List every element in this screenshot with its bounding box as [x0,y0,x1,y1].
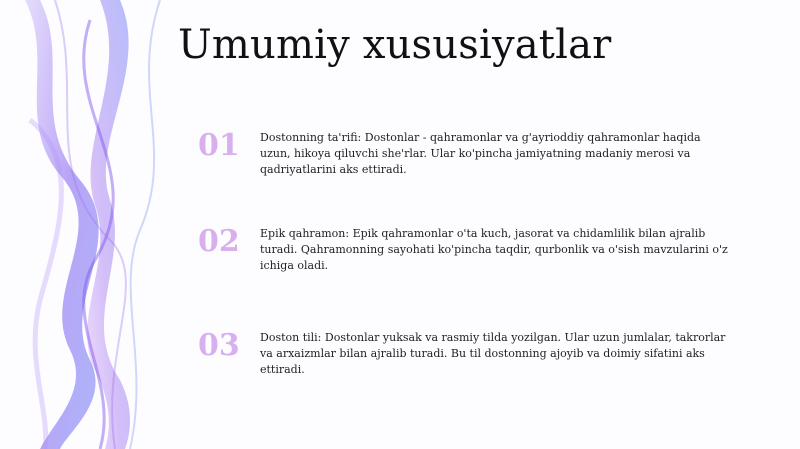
item-text: Dostonning ta'rifi: Dostonlar - qahramonlar va g'ayrioddiy qahramonlar haqida uzun, hikoya qiluvchi she'rlar. Ular ko'pincha jamiyatning madaniy merosi va qadriyatlarini aks ettiradi. [260,131,701,176]
item-number: 01 [198,128,240,163]
item-number: 03 [198,328,240,363]
item-number: 02 [198,224,240,259]
slide-title: Umumiy xususiyatlar [178,22,612,68]
item-text: Doston tili: Dostonlar yuksak va rasmiy tilda yozilgan. Ular uzun jumlalar, takrorlar va arxaizmlar bilan ajralib turadi. Bu til dostonning ajoyib va doimiy sifatini aks ettiradi. [260,331,726,376]
item-text: Epik qahramon: Epik qahramonlar o'ta kuch, jasorat va chidamlilik bilan ajralib turadi. Qahramonning sayohati ko'pincha taqdir, qurbonlik va o'sish mavzularini o'z ichiga oladi. [260,227,728,272]
